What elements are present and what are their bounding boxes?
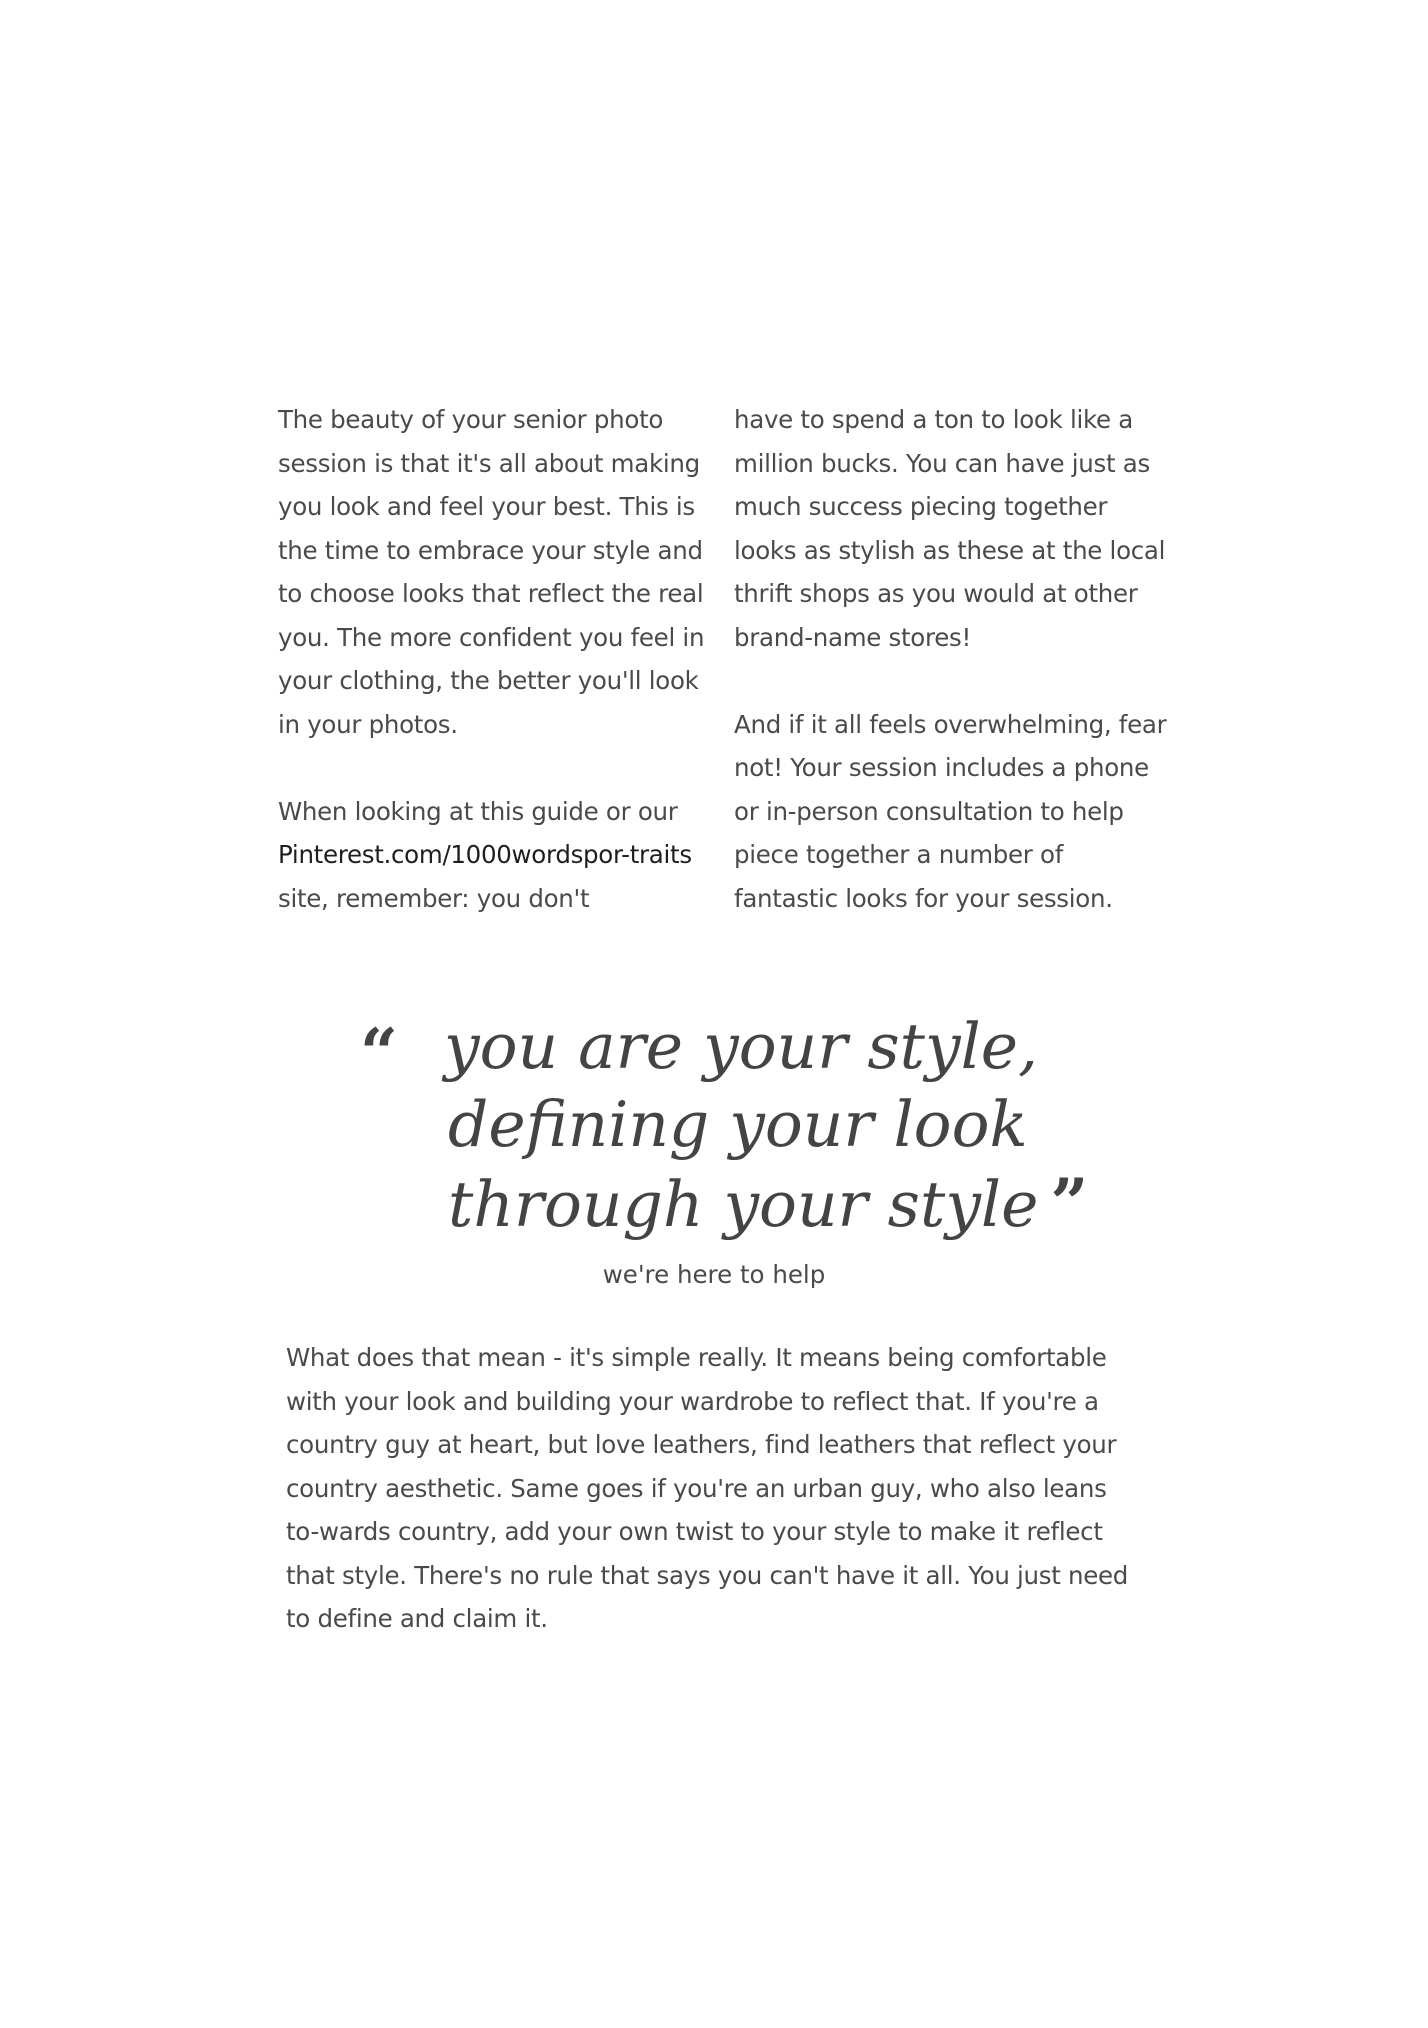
budget-paragraph: have to spend a ton to look like a million bucks. You can have just as much success piecing together looks as stylish as these at the local thrift shops as you would at other brand-name stores! xyxy=(734,405,1166,652)
intro-paragraph: The beauty of your senior photo session is that it's all about making you look and feel your best. This is the time to embrace your style and to choose looks that reflect the real you. The more confident you feel in your clothing, the better you'll look in your photos. xyxy=(278,405,705,739)
guide-text-before: When looking at this guide or our xyxy=(278,796,678,826)
quote-line-3-text: through your style xyxy=(448,1168,1039,1241)
guide-text-after: site, remember: you don't xyxy=(278,883,590,913)
pull-quote xyxy=(360,1008,1120,1244)
right-column xyxy=(734,398,1174,920)
quote-line-3 xyxy=(360,1164,1120,1244)
body-paragraph: What does that mean - it's simple really. It means being comfortable with your look and building your wardrobe to reflect that. If you're a country guy at heart, but love leathers, find leathers that reflect your country aesthetic. Same goes if you're an urban guy, who also leans to-wards country, add your own twist to your style to make it reflect that style. There's no rule that says you can't have it all. You just need to define and claim it. xyxy=(286,1343,1129,1633)
open-quote-mark: “ xyxy=(360,1014,398,1092)
quote-line-2: defining your look xyxy=(448,1088,1028,1161)
left-column xyxy=(278,398,708,920)
guide-paragraph xyxy=(278,790,708,921)
close-quote-mark: ” xyxy=(1050,1164,1089,1242)
quote-line-1: you are your style, xyxy=(444,1010,1039,1083)
quote-subtitle: we're here to help xyxy=(602,1260,826,1289)
consultation-paragraph: And if it all feels overwhelming, fear not! Your session includes a phone or in-person consultation to help piece together a number of fantastic looks for your session. xyxy=(734,709,1167,913)
pinterest-link[interactable]: Pinterest.com/1000wordspor-traits xyxy=(278,840,692,869)
